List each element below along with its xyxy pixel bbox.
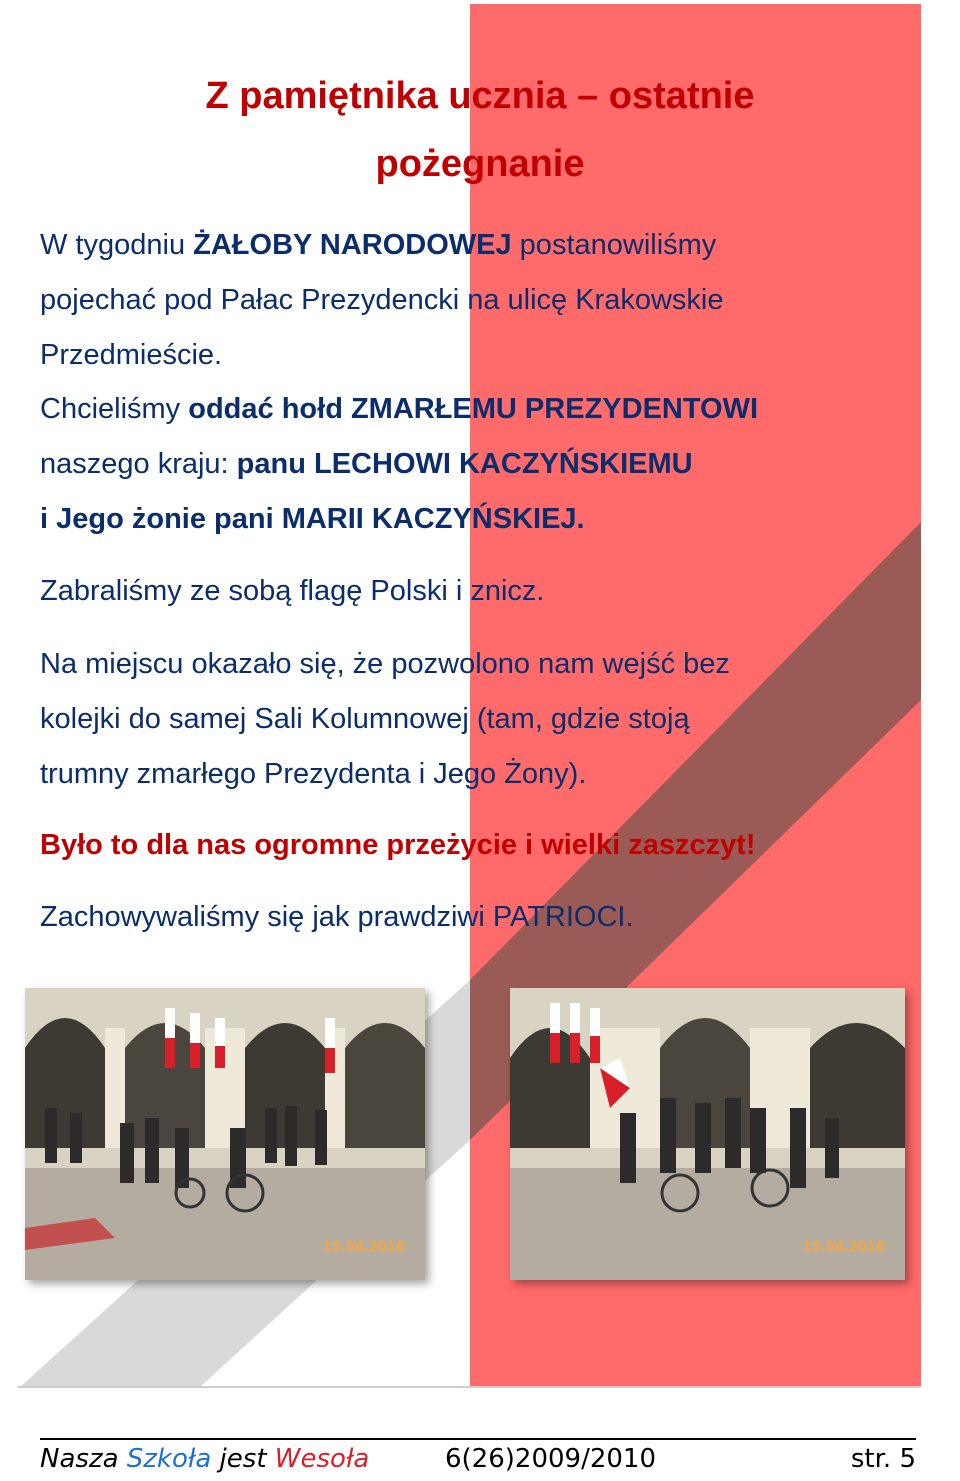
issue-number: 6(26)2009/2010 — [445, 1444, 657, 1474]
paragraph-flag: Zabraliśmy ze sobą flagę Polski i znicz. — [40, 575, 545, 607]
mourning-emphasis: ŻAŁOBY NARODOWEJ — [193, 229, 512, 261]
photo-palace-courtyard-2 — [510, 988, 905, 1280]
paragraph-patriots: Zachowywaliśmy się jak prawdziwi PATRIOCI. — [40, 901, 634, 933]
paragraph-column-hall — [40, 637, 920, 802]
paragraph-column-hall-line1: Na miejscu okazało się, że pozwolono nam wejść bez — [40, 648, 730, 680]
photo-2-illustration — [510, 988, 905, 1280]
paragraph-column-hall-line3: trumny zmarłego Prezydenta i Jego Żony). — [40, 758, 587, 790]
school-magazine-name: Nasza Szkoła jest Wesoła — [40, 1444, 370, 1474]
photo-1-illustration — [25, 988, 425, 1280]
paragraph-mourning-line3: Przedmieście. — [40, 339, 223, 371]
paragraph-tribute-line2: naszego kraju: panu LECHOWI KACZYŃSKIEMU — [40, 448, 693, 480]
paragraph-tribute — [40, 382, 920, 547]
photo-1-date: 15.04.2010 — [322, 1240, 405, 1255]
paragraph-tribute-line3: i Jego żonie pani MARII KACZYŃSKIEJ. — [40, 503, 585, 535]
paragraph-tribute-line1: Chcieliśmy oddać hołd ZMARŁEMU PREZYDENTOWI — [40, 393, 759, 425]
page-number: str. 5 — [850, 1444, 916, 1474]
page-footer — [40, 1438, 916, 1480]
paragraph-mourning-line2: pojechać pod Pałac Prezydencki na ulicę Krakowskie — [40, 284, 724, 316]
page-title-line2: pożegnanie — [375, 143, 585, 185]
page-title-line1: Z pamiętnika ucznia – ostatnie — [205, 75, 755, 117]
photo-palace-courtyard-1 — [25, 988, 425, 1280]
paragraph-mourning-line1: W tygodniu ŻAŁOBY NARODOWEJ postanowiliśmy — [40, 229, 717, 261]
paragraph-mourning — [40, 218, 920, 383]
paragraph-column-hall-line2: kolejki do samej Sali Kolumnowej (tam, gdzie stoją — [40, 703, 690, 735]
paragraph-experience: Było to dla nas ogromne przeżycie i wielki zaszczyt! — [40, 829, 756, 861]
photo-2-date: 15.04.2010 — [802, 1240, 885, 1255]
